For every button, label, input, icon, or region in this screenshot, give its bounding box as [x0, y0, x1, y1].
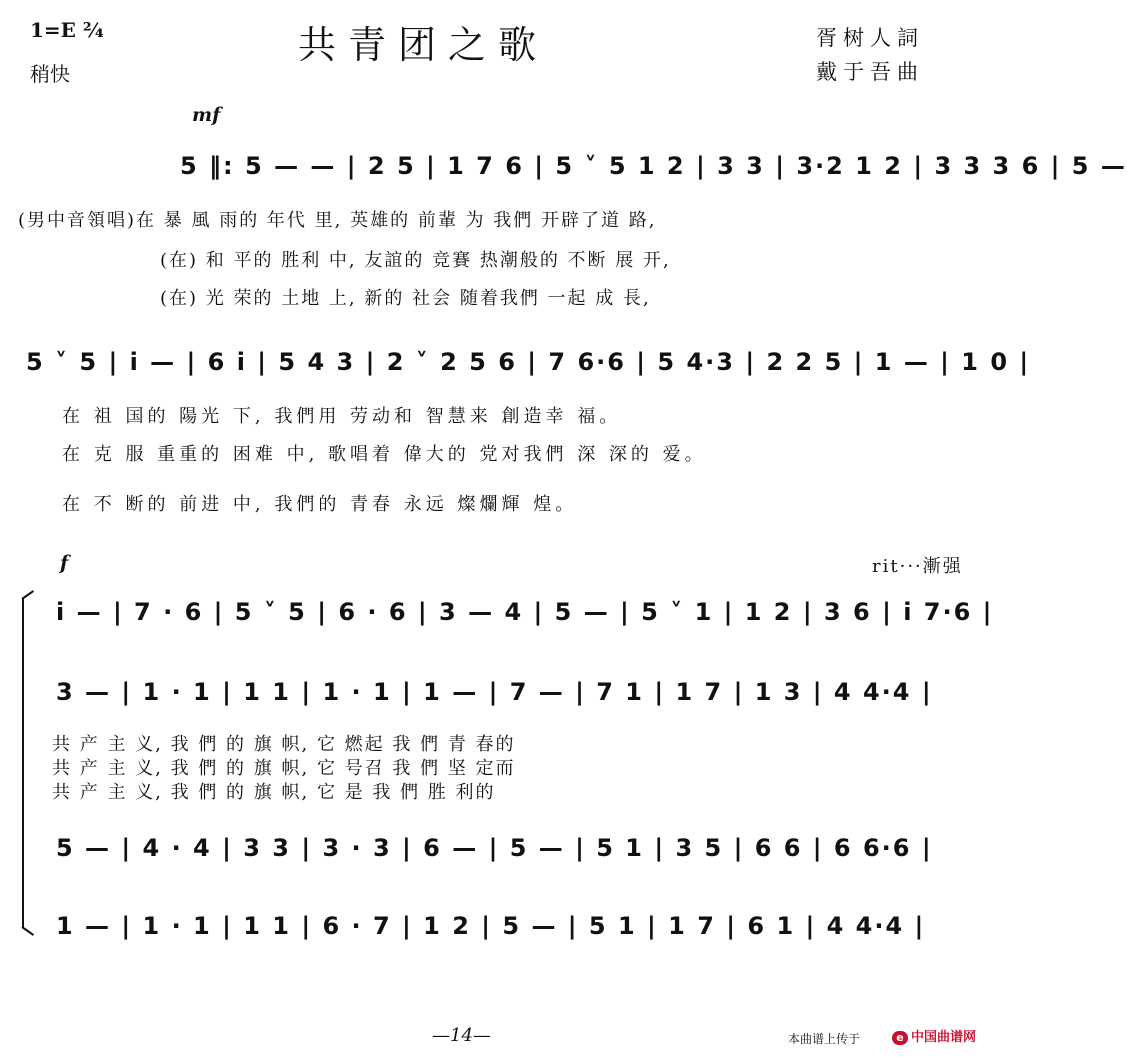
lyric-line: (在) 和 平的 胜利 中, 友誼的 竞賽 热潮般的 不断 展 开,: [160, 250, 671, 271]
lyric-line: 共 产 主 义, 我 們 的 旗 帜, 它 号召 我 們 坚 定而: [52, 758, 516, 779]
tempo-marking: 稍快: [30, 62, 70, 86]
song-title: 共青团之歌: [298, 23, 549, 67]
lyric-line: 在 不 断的 前进 中, 我們的 青春 永远 燦爛輝 煌。: [62, 494, 578, 515]
lyric-line: (男中音領唱)在 暴 風 雨的 年代 里, 英雄的 前輩 为 我們 开辟了道 路,: [18, 210, 657, 231]
notation-part-3: 5 — | 4 · 4 | 3 3 | 3 · 3 | 6 — | 5 — | 5 1 | 3 5 | 6 6 | 6 6·6 |: [56, 834, 933, 862]
page-number: —14—: [432, 1025, 491, 1046]
notation-part-4: 1 — | 1 · 1 | 1 1 | 6 · 7 | 1 2 | 5 — | 5 1 | 1 7 | 6 1 | 4 4·4 |: [56, 912, 926, 940]
notation-part-2: 3 — | 1 · 1 | 1 1 | 1 · 1 | 1 — | 7 — | 7 1 | 1 7 | 1 3 | 4 4·4 |: [56, 678, 933, 706]
notation-row-2: 5 ˅ 5 | i — | 6 i | 5 4 3 | 2 ˅ 2 5 6 | 7 6·6 | 5 4·3 | 2 2 5 | 1 — | 1 0 |: [26, 348, 1031, 376]
lyric-line: 在 克 服 重重的 困难 中, 歌唱着 偉大的 党对我們 深 深的 爱。: [62, 444, 707, 465]
site-e-icon: e: [892, 1031, 908, 1045]
lyric-line: 在 祖 国的 陽光 下, 我們用 劳动和 智慧来 創造幸 福。: [62, 406, 622, 427]
dynamic-f: f: [60, 552, 69, 574]
upload-note: 本曲谱上传于: [788, 1032, 861, 1046]
composer-credit: 戴于吾曲: [816, 60, 924, 84]
notation-part-1: i — | 7 · 6 | 5 ˅ 5 | 6 · 6 | 3 — 4 | 5 — | 5 ˅ 1 | 1 2 | 3 6 | i 7·6 |: [56, 598, 994, 626]
lyric-line: 共 产 主 义, 我 們 的 旗 帜, 它 是 我 們 胜 利的: [52, 782, 496, 803]
site-logo: [892, 1026, 976, 1045]
notation-row-1: 5 ‖: 5 — — | 2 5 | 1 7 6 | 5 ˅ 5 1 2 | 3 3 | 3·2 1 2 | 3 3 3 6 | 5 —: [180, 152, 1127, 180]
tempo-mark-rit: rit···漸强: [872, 556, 963, 577]
lyricist-credit: 胥树人詞: [816, 26, 924, 50]
lyric-line: 共 产 主 义, 我 們 的 旗 帜, 它 燃起 我 們 青 春的: [52, 734, 516, 755]
site-name: 中国曲谱网: [911, 1030, 977, 1045]
system-bracket: [22, 598, 36, 928]
dynamic-mf: mf: [192, 104, 221, 126]
lyric-line: (在) 光 荣的 土地 上, 新的 社会 随着我們 一起 成 長,: [160, 288, 651, 309]
key-signature: 1=E ²⁄₄: [30, 18, 104, 42]
